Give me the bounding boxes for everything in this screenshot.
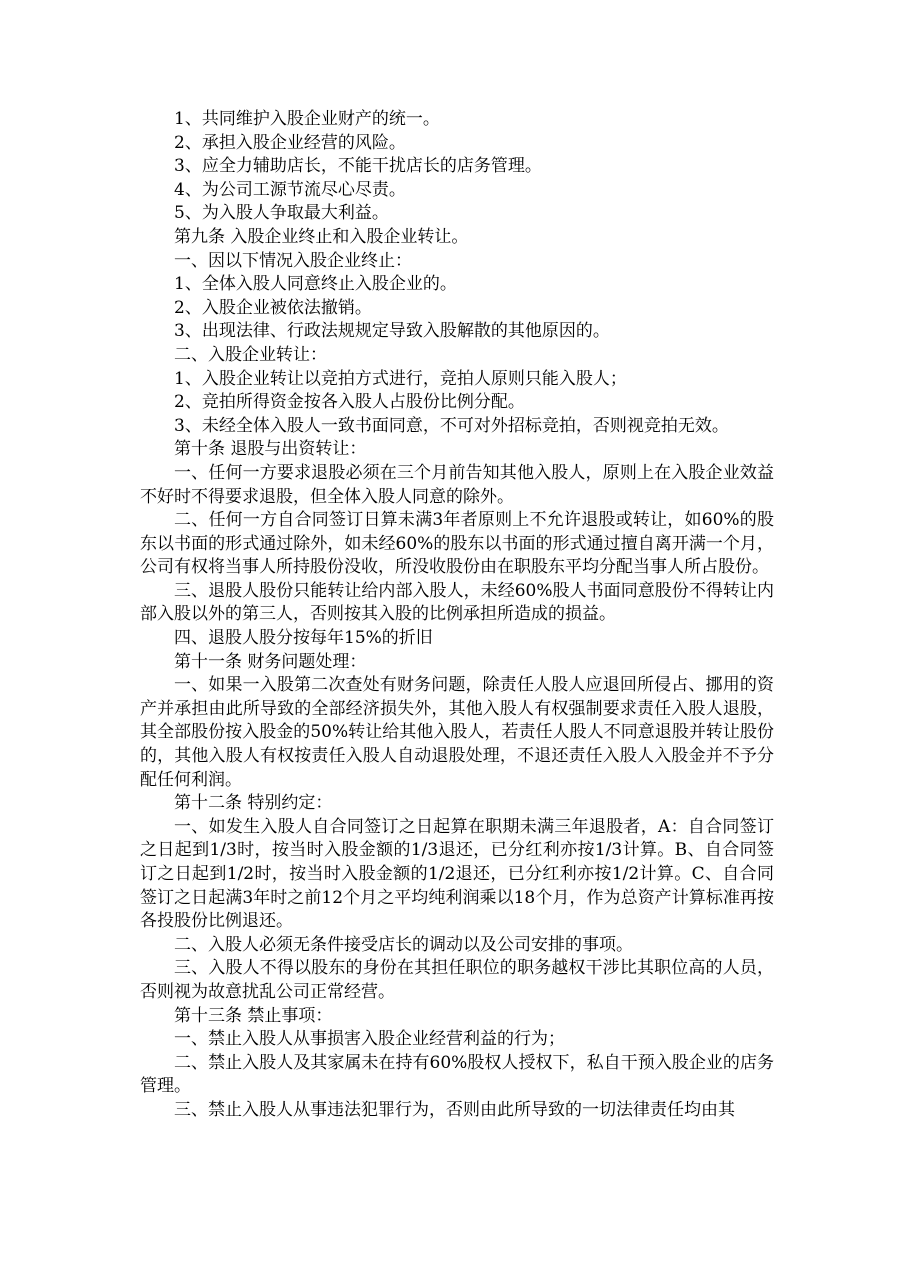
list-item: 1、入股企业转让以竞拍方式进行，竞拍人原则只能入股人； <box>174 368 627 389</box>
article-heading: 第十二条 特别约定： <box>174 793 333 814</box>
clause-paragraph: 二、禁止入股人及其家属未在持有60%股权人授权下，私自干预入股企业的店务管理。 <box>140 1052 774 1097</box>
list-item: 1、全体入股人同意终止入股企业的。 <box>174 274 457 295</box>
list-item: 5、为入股人争取最大利益。 <box>174 203 389 224</box>
article-heading: 第十三条 禁止事项： <box>174 1005 333 1026</box>
list-item: 4、为公司工源节流尽心尽责。 <box>174 179 406 200</box>
section-heading: 一、因以下情况入股企业终止： <box>174 250 412 271</box>
clause-paragraph: 三、禁止入股人从事违法犯罪行为，否则由此所导致的一切法律责任均由其 <box>174 1099 735 1120</box>
list-item: 2、竞拍所得资金按各入股人占股份比例分配。 <box>174 392 525 413</box>
clause-paragraph: 二、入股人必须无条件接受店长的调动以及公司安排的事项。 <box>174 934 633 955</box>
list-item: 3、出现法律、行政法规规定导致入股解散的其他原因的。 <box>174 321 610 342</box>
list-item: 3、应全力辅助店长，不能干扰店长的店务管理。 <box>174 156 542 177</box>
clause-paragraph: 四、退股人股分按每年15%的折旧 <box>174 628 433 649</box>
list-item: 3、未经全体入股人一致书面同意，不可对外招标竞拍，否则视竞拍无效。 <box>174 415 729 436</box>
clause-paragraph: 三、入股人不得以股东的身份在其担任职位的职务越权干涉比其职位高的人员，否则视为故意扰乱公司正常经营。 <box>140 958 774 1002</box>
article-heading: 第九条 入股企业终止和入股企业转让。 <box>174 226 469 247</box>
section-heading: 二、入股企业转让： <box>174 344 327 365</box>
list-item: 1、共同维护入股企业财产的统一。 <box>174 109 440 129</box>
clause-paragraph: 一、任何一方要求退股必须在三个月前告知其他入股人，原则上在入股企业效益不好时不得要求退股，但全体入股人同意的除外。 <box>140 462 774 507</box>
list-item: 2、承担入股企业经营的风险。 <box>174 132 406 153</box>
clause-paragraph: 三、退股人股份只能转让给内部入股人，未经60%股人书面同意股份不得转让内部入股以外的第三人，否则按其入股的比例承担所造成的损益。 <box>140 580 774 625</box>
clause-paragraph: 一、如果一入股第二次查处有财务问题，除责任人股人应退回所侵占、挪用的资产并承担由此所导致的全部经济损失外，其他入股人有权强制要求责任入股人退股，其全部股份按入股金的50%转让给其他入股人，若责任人股人不同意退股并转让股份的，其他入股人有权按责任入股人自动退股处理，不退还责任入股人入股金并不予分配任何利润。 <box>140 675 774 790</box>
clause-paragraph: 二、任何一方自合同签订日算未满3年者原则上不允许退股或转让，如60%的股东以书面的形式通过除外，如未经60%的股东以书面的形式通过擅自离开满一个月，公司有权将当事人所持股份没收，所没收股份由在职股东平均分配当事人所占股份。 <box>140 510 774 578</box>
article-heading: 第十一条 财务问题处理： <box>174 651 367 672</box>
clause-paragraph: 一、如发生入股人自合同签订之日起算在职期未满三年退股者，A：自合同签订之日起到1/3时，按当时入股金额的1/3退还，已分红利亦按1/3计算。B、自合同签订之日起到1/2时，按当时入股金额的1/2退还，已分红利亦按1/2计算。C、自合同签订之日起满3年时之前12个月之平均纯利润乘以18个月，作为总资产计算标准再按各投股份比例退还。 <box>140 816 774 932</box>
document-page <box>140 108 774 1123</box>
article-heading: 第十条 退股与出资转让： <box>174 439 367 460</box>
list-item: 2、入股企业被依法撤销。 <box>174 297 372 318</box>
clause-paragraph: 一、禁止入股人从事损害入股企业经营利益的行为； <box>174 1029 565 1050</box>
